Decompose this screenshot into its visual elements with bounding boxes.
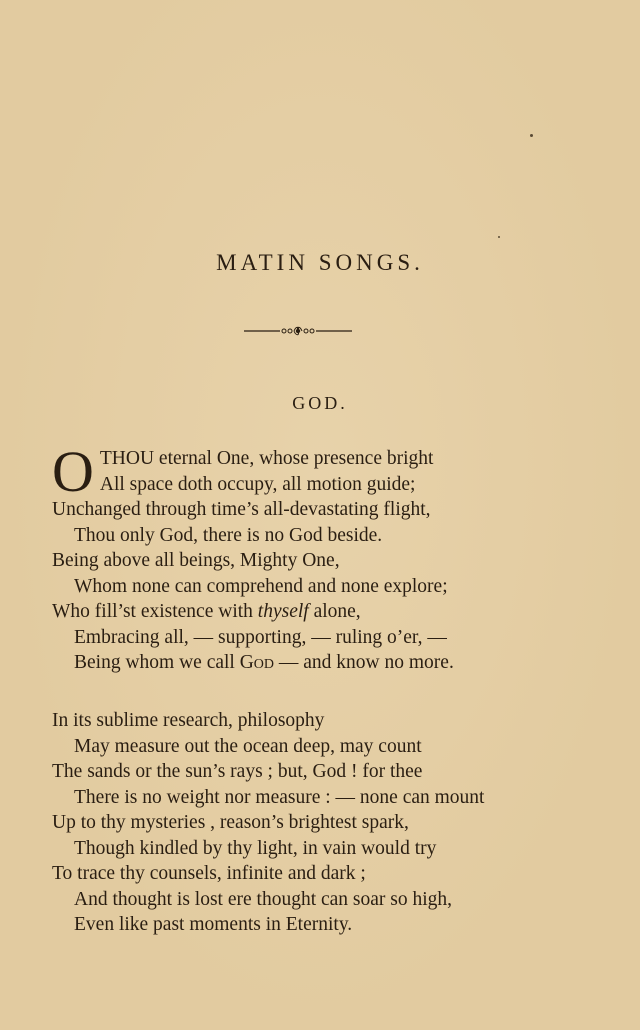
small-caps-text: God [239, 652, 275, 673]
line-text: Who fill’st existence with [52, 601, 258, 622]
poem-line: To trace thy counsels, infinite and dark ; [52, 863, 366, 884]
poem-heading: GOD. [292, 393, 348, 413]
poem-line: May measure out the ocean deep, may count [74, 735, 422, 757]
poem-line: Even like past moments in Eternity. [74, 914, 353, 935]
paper-speck [530, 134, 533, 137]
emphasis-text: thyself [257, 601, 309, 622]
poem-line: Though kindled by thy light, in vain would try [74, 837, 437, 859]
section-title: MATIN SONGS. [216, 250, 424, 275]
poem-line: Up to thy mysteries , reason’s brightest spark, [52, 812, 409, 833]
poem-line: Whom none can comprehend and none explore; [74, 575, 448, 597]
poem-line: Embracing all, — supporting, — ruling o’er, — [74, 626, 447, 648]
paper-speck [498, 236, 500, 238]
drop-cap: O [52, 439, 94, 504]
line-text: — and know no more. [274, 652, 454, 673]
poem-line: The sands or the sun’s rays ; but, God ! for thee [52, 761, 423, 782]
stanza-1 [52, 439, 612, 676]
poem-line [52, 650, 612, 676]
poem-line: Unchanged through time’s all-devastating flight, [52, 499, 431, 520]
stanza-2 [52, 708, 612, 938]
line-text: alone, [308, 601, 361, 622]
ornament-divider [244, 322, 352, 340]
poem-line: In its sublime research, philosophy [52, 710, 325, 731]
poem-line: All space doth occupy, all motion guide; [99, 473, 416, 495]
poem-line: And thought is lost ere thought can soar so high, [74, 888, 453, 910]
poem-line: Being above all beings, Mighty One, [52, 550, 340, 571]
poem-line: THOU eternal One, whose presence bright [99, 448, 434, 469]
poem-line: There is no weight nor measure : — none can mount [74, 786, 485, 808]
poem-line [52, 599, 612, 625]
poem-line: Thou only God, there is no God beside. [74, 524, 383, 546]
line-text: Being whom we call [74, 652, 240, 673]
